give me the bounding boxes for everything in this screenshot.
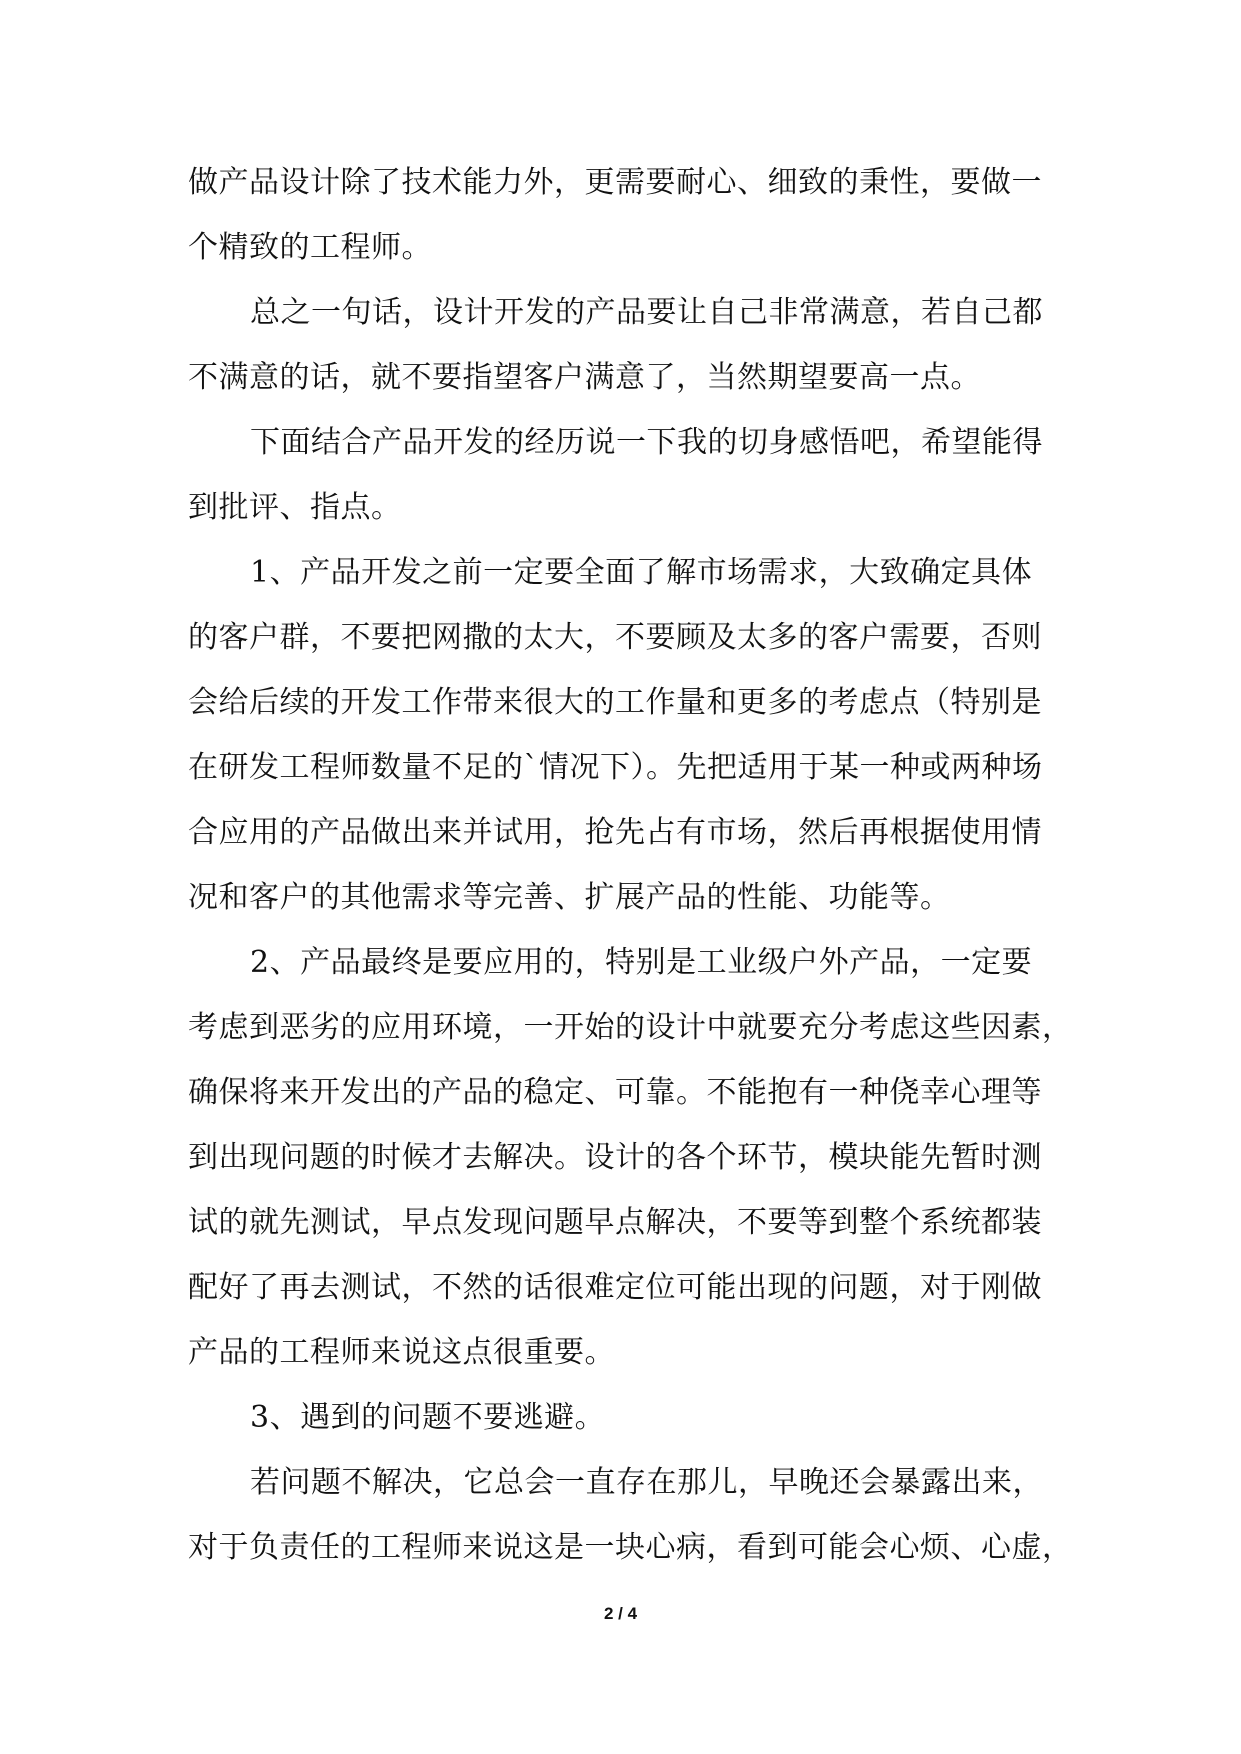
text-line: 确保将来开发出的产品的稳定、可靠。不能抱有一种侥幸心理等 [188,1075,1042,1110]
text-line: 3、遇到的问题不要逃避。 [250,1400,606,1435]
text-line: 做产品设计除了技术能力外，更需要耐心、细致的秉性，要做一 [188,165,1042,200]
text-line: 合应用的产品做出来并试用，抢先占有市场，然后再根据使用情 [188,815,1042,850]
text-line: 况和客户的其他需求等完善、扩展产品的性能、功能等。 [188,880,951,915]
text-line: 试的就先测试，早点发现问题早点解决，不要等到整个系统都装 [188,1205,1042,1240]
text-line: 产品的工程师来说这点很重要。 [188,1335,615,1370]
text-line: 1、产品开发之前一定要全面了解市场需求，大致确定具体 [250,555,1033,590]
text-line: 到批评、指点。 [188,490,402,525]
body-text [188,150,1073,1580]
text-line: 不满意的话，就不要指望客户满意了，当然期望要高一点。 [188,360,981,395]
text-line: 配好了再去测试，不然的话很难定位可能出现的问题，对于刚做 [188,1270,1042,1305]
text-line: 对于负责任的工程师来说这是一块心病，看到可能会心烦、心虚， [188,1530,1073,1565]
text-line: 总之一句话，设计开发的产品要让自己非常满意，若自己都 [250,295,1043,330]
text-line: 若问题不解决，它总会一直存在那儿，早晚还会暴露出来， [250,1465,1043,1500]
text-line: 下面结合产品开发的经历说一下我的切身感悟吧，希望能得 [250,425,1043,460]
text-line: 个精致的工程师。 [188,230,432,265]
text-line: 会给后续的开发工作带来很大的工作量和更多的考虑点（特别是 [188,685,1042,720]
page-number: 2 / 4 [603,1604,638,1623]
text-line: 的客户群，不要把网撒的太大，不要顾及太多的客户需要，否则 [188,620,1042,655]
text-line: 到出现问题的时候才去解决。设计的各个环节，模块能先暂时测 [188,1140,1042,1175]
text-line: 在研发工程师数量不足的`情况下）。先把适用于某一种或两种场 [188,750,1043,785]
text-line: 考虑到恶劣的应用环境，一开始的设计中就要充分考虑这些因素， [188,1010,1073,1045]
text-line: 2、产品最终是要应用的，特别是工业级户外产品，一定要 [250,945,1033,980]
